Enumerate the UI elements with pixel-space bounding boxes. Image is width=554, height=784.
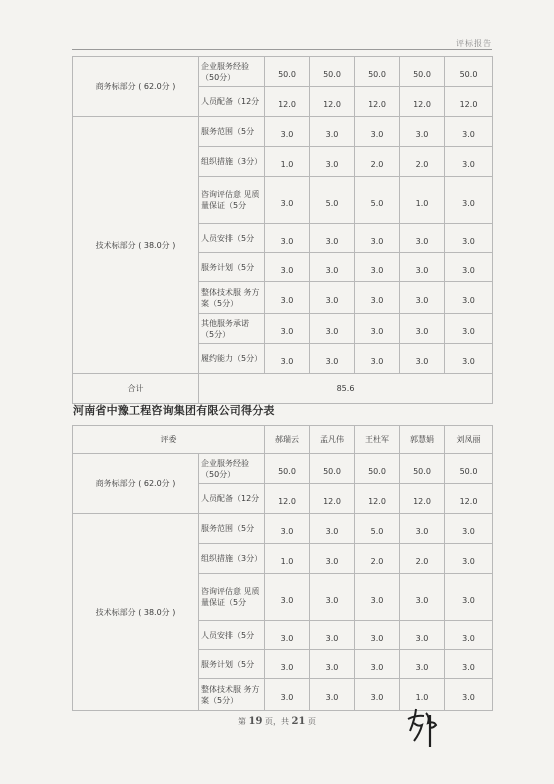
- score-cell: 3.0: [310, 117, 355, 147]
- page-footer: [0, 716, 554, 727]
- score-cell: 12.0: [445, 87, 493, 117]
- score-cell: 5.0: [355, 514, 400, 544]
- score-cell: 3.0: [400, 224, 445, 253]
- score-cell: 3.0: [310, 282, 355, 314]
- score-cell: 12.0: [355, 87, 400, 117]
- table-row: [73, 57, 493, 87]
- judge-name: 郭慧娟: [400, 426, 445, 454]
- score-cell: 3.0: [400, 282, 445, 314]
- criterion-label: 企业服务经验 （50分）: [199, 454, 265, 484]
- score-cell: 3.0: [445, 679, 493, 711]
- criterion-label: 咨询评估意 见质量保证（5分: [199, 177, 265, 224]
- score-cell: 50.0: [265, 57, 310, 87]
- score-cell: 3.0: [310, 344, 355, 374]
- score-cell: 50.0: [400, 454, 445, 484]
- score-cell: 2.0: [355, 147, 400, 177]
- judge-name: 郝瑞云: [265, 426, 310, 454]
- score-cell: 50.0: [445, 454, 493, 484]
- section-label: 技术标部分 ( 38.0分 ): [73, 117, 199, 374]
- score-cell: 12.0: [310, 484, 355, 514]
- score-cell: 3.0: [355, 621, 400, 650]
- score-cell: 3.0: [445, 544, 493, 574]
- score-cell: 3.0: [445, 514, 493, 544]
- header-divider: [72, 49, 492, 50]
- judge-name: 王杜军: [355, 426, 400, 454]
- score-cell: 3.0: [445, 650, 493, 679]
- score-cell: 2.0: [400, 544, 445, 574]
- criterion-label: 组织措施（3分）: [199, 544, 265, 574]
- criterion-label: 服务范围（5分: [199, 117, 265, 147]
- score-cell: 3.0: [355, 253, 400, 282]
- score-cell: 3.0: [265, 574, 310, 621]
- score-cell: 3.0: [445, 117, 493, 147]
- footer-middle: 页，共: [265, 717, 289, 726]
- criterion-label: 服务计划（5分: [199, 253, 265, 282]
- score-cell: 3.0: [265, 314, 310, 344]
- criterion-label: 履约能力（5分）: [199, 344, 265, 374]
- score-cell: 3.0: [355, 282, 400, 314]
- score-cell: 3.0: [400, 514, 445, 544]
- score-cell: 1.0: [400, 679, 445, 711]
- score-cell: 3.0: [310, 621, 355, 650]
- criterion-label: 咨询评估意 见质量保证（5分: [199, 574, 265, 621]
- handwritten-signature: [402, 705, 442, 749]
- score-cell: 3.0: [265, 253, 310, 282]
- score-cell: 2.0: [355, 544, 400, 574]
- criterion-label: 企业服务经验 （50分）: [199, 57, 265, 87]
- criterion-label: 人员配备（12分: [199, 484, 265, 514]
- score-cell: 12.0: [355, 484, 400, 514]
- score-cell: 3.0: [400, 117, 445, 147]
- criterion-label: 人员安排（5分: [199, 224, 265, 253]
- score-cell: 3.0: [400, 650, 445, 679]
- score-cell: 50.0: [445, 57, 493, 87]
- score-cell: 3.0: [400, 621, 445, 650]
- score-cell: 12.0: [400, 87, 445, 117]
- score-cell: 3.0: [445, 253, 493, 282]
- footer-suffix: 页: [308, 717, 317, 726]
- score-cell: 50.0: [265, 454, 310, 484]
- criterion-label: 整体技术服 务方案（5分）: [199, 282, 265, 314]
- criterion-label: 人员配备（12分: [199, 87, 265, 117]
- score-cell: 3.0: [355, 650, 400, 679]
- score-cell: 12.0: [265, 87, 310, 117]
- score-cell: 3.0: [400, 314, 445, 344]
- total-row: [73, 374, 493, 404]
- score-cell: 3.0: [445, 147, 493, 177]
- score-cell: 3.0: [310, 650, 355, 679]
- section-label: 技术标部分 ( 38.0分 ): [73, 514, 199, 711]
- score-cell: 50.0: [355, 454, 400, 484]
- score-cell: 3.0: [355, 314, 400, 344]
- criterion-label: 服务计划（5分: [199, 650, 265, 679]
- report-header-label: 评标报告: [456, 39, 492, 48]
- score-cell: 3.0: [265, 117, 310, 147]
- footer-prefix: 第: [237, 717, 246, 726]
- score-cell: 3.0: [310, 253, 355, 282]
- score-cell: 1.0: [265, 544, 310, 574]
- score-cell: 12.0: [310, 87, 355, 117]
- score-cell: 3.0: [265, 621, 310, 650]
- total-label: 合计: [73, 374, 199, 404]
- criterion-label: 人员安排（5分: [199, 621, 265, 650]
- score-cell: 3.0: [400, 574, 445, 621]
- score-cell: 3.0: [355, 679, 400, 711]
- score-cell: 3.0: [445, 621, 493, 650]
- score-cell: 50.0: [400, 57, 445, 87]
- score-cell: 50.0: [310, 454, 355, 484]
- score-cell: 3.0: [265, 650, 310, 679]
- table-row: [73, 514, 493, 544]
- table-header-row: [73, 426, 493, 454]
- criterion-label: 服务范围（5分: [199, 514, 265, 544]
- score-cell: 3.0: [445, 314, 493, 344]
- score-cell: 1.0: [400, 177, 445, 224]
- score-cell: 3.0: [310, 224, 355, 253]
- score-cell: 3.0: [265, 224, 310, 253]
- table-row: [73, 117, 493, 147]
- score-cell: 3.0: [445, 224, 493, 253]
- score-cell: 50.0: [310, 57, 355, 87]
- criterion-label: 其他服务承诺 （5分）: [199, 314, 265, 344]
- score-table-continued: [72, 56, 493, 404]
- criterion-label: 整体技术服 务方案（5分）: [199, 679, 265, 711]
- score-cell: 12.0: [265, 484, 310, 514]
- score-cell: 3.0: [400, 253, 445, 282]
- footer-total-pages: 21: [291, 716, 306, 727]
- score-cell: 3.0: [310, 514, 355, 544]
- score-cell: 50.0: [355, 57, 400, 87]
- score-cell: 3.0: [445, 344, 493, 374]
- section-label: 商务标部分 ( 62.0分 ): [73, 454, 199, 514]
- table-row: [73, 454, 493, 484]
- section-label: 商务标部分 ( 62.0分 ): [73, 57, 199, 117]
- score-cell: 3.0: [355, 117, 400, 147]
- judges-header-label: 评委: [73, 426, 265, 454]
- total-value: 85.6: [199, 374, 493, 404]
- score-cell: 3.0: [265, 679, 310, 711]
- score-cell: 1.0: [265, 147, 310, 177]
- score-cell: 3.0: [265, 177, 310, 224]
- score-cell: 5.0: [310, 177, 355, 224]
- score-cell: 3.0: [400, 344, 445, 374]
- score-cell: 3.0: [265, 514, 310, 544]
- score-cell: 3.0: [310, 544, 355, 574]
- score-cell: 3.0: [355, 574, 400, 621]
- judge-name: 刘凤丽: [445, 426, 493, 454]
- score-cell: 3.0: [310, 679, 355, 711]
- criterion-label: 组织措施（3分）: [199, 147, 265, 177]
- score-cell: 3.0: [265, 282, 310, 314]
- judge-name: 孟凡伟: [310, 426, 355, 454]
- score-cell: 12.0: [445, 484, 493, 514]
- score-table: [72, 425, 493, 711]
- score-cell: 3.0: [310, 314, 355, 344]
- score-cell: 3.0: [355, 224, 400, 253]
- score-cell: 3.0: [355, 344, 400, 374]
- score-cell: 3.0: [265, 344, 310, 374]
- score-cell: 3.0: [310, 574, 355, 621]
- score-table-title: 河南省中豫工程咨询集团有限公司得分表: [73, 404, 275, 417]
- score-cell: 3.0: [445, 574, 493, 621]
- score-cell: 3.0: [445, 177, 493, 224]
- score-cell: 2.0: [400, 147, 445, 177]
- score-cell: 3.0: [310, 147, 355, 177]
- score-cell: 12.0: [400, 484, 445, 514]
- footer-page-number: 19: [248, 716, 263, 727]
- score-cell: 5.0: [355, 177, 400, 224]
- score-cell: 3.0: [445, 282, 493, 314]
